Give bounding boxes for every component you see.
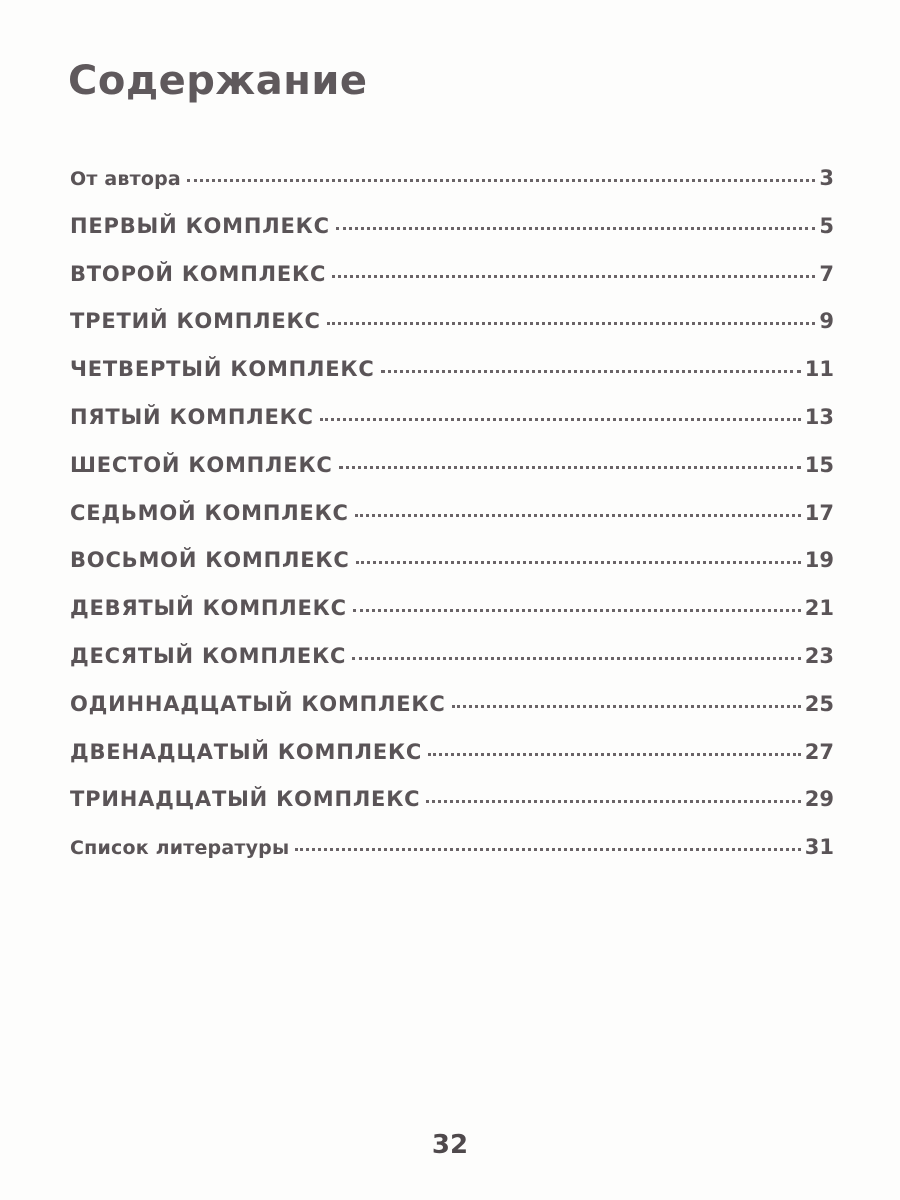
toc-leader-dots (320, 418, 801, 421)
toc-leader-dots (353, 609, 801, 612)
toc-entry-label: ВОСЬМОЙ КОМПЛЕКС (70, 548, 350, 573)
page-number: 32 (431, 1130, 469, 1160)
toc-entry-page: 17 (804, 500, 834, 525)
toc-entry[interactable] (70, 309, 834, 357)
toc-entry[interactable] (70, 740, 834, 788)
toc-entry[interactable] (70, 596, 834, 644)
toc-entry-page: 15 (804, 452, 834, 477)
toc-leader-dots (356, 561, 801, 564)
toc-leader-dots (352, 657, 801, 660)
toc-entry-label: ПЕРВЫЙ КОМПЛЕКС (70, 213, 330, 238)
toc-entry[interactable] (70, 692, 834, 740)
toc-leader-dots (452, 705, 801, 708)
toc-leader-dots (187, 179, 815, 182)
toc-leader-dots (426, 800, 800, 803)
toc-entry[interactable] (70, 644, 834, 692)
toc-entry-label: ПЯТЫЙ КОМПЛЕКС (70, 404, 314, 429)
toc-entry-label: ЧЕТВЕРТЫЙ КОМПЛЕКС (70, 357, 375, 382)
toc-leader-dots (295, 848, 800, 851)
toc-entry-page: 31 (804, 835, 834, 860)
toc-entry[interactable] (70, 166, 834, 214)
toc-leader-dots (336, 227, 816, 230)
toc-entry-page: 29 (804, 787, 834, 812)
toc-entry-page: 27 (804, 739, 834, 764)
toc-entry-label: ВТОРОЙ КОМПЛЕКС (70, 261, 327, 286)
toc-leader-dots (327, 322, 816, 325)
toc-entry-page: 13 (804, 404, 834, 429)
toc-leader-dots (332, 275, 815, 278)
toc-leader-dots (428, 753, 801, 756)
toc-entry[interactable] (70, 548, 834, 596)
toc-entry-page: 7 (819, 261, 834, 286)
toc-entry-label: ДЕВЯТЫЙ КОМПЛЕКС (70, 596, 347, 621)
toc-leader-dots (381, 370, 801, 373)
toc-entry[interactable] (70, 262, 834, 310)
toc-leader-dots (339, 466, 801, 469)
toc-entry-label: ШЕСТОЙ КОМПЛЕКС (70, 452, 333, 477)
toc-entry[interactable] (70, 835, 834, 883)
toc-entry[interactable] (70, 357, 834, 405)
toc-entry-page: 11 (804, 357, 834, 382)
table-of-contents (70, 166, 834, 883)
toc-entry-label: ДЕСЯТЫЙ КОМПЛЕКС (70, 643, 347, 668)
toc-entry-page: 23 (804, 643, 834, 668)
toc-entry-label: Список литературы (70, 837, 290, 860)
toc-entry-label: ТРИНАДЦАТЫЙ КОМПЛЕКС (70, 787, 421, 812)
toc-entry[interactable] (70, 787, 834, 835)
toc-entry[interactable] (70, 405, 834, 453)
toc-entry-page: 5 (819, 213, 834, 238)
toc-entry-label: ОДИННАДЦАТЫЙ КОМПЛЕКС (70, 691, 446, 716)
toc-entry-label: ТРЕТИЙ КОМПЛЕКС (70, 309, 321, 334)
toc-entry-page: 19 (804, 548, 834, 573)
toc-entry-page: 9 (819, 309, 834, 334)
toc-entry[interactable] (70, 214, 834, 262)
toc-entry[interactable] (70, 453, 834, 501)
page-title: Содержание (68, 58, 368, 104)
toc-entry-page: 21 (804, 596, 834, 621)
toc-entry-label: СЕДЬМОЙ КОМПЛЕКС (70, 500, 349, 525)
toc-entry-page: 3 (819, 166, 834, 190)
toc-leader-dots (355, 514, 801, 517)
toc-entry-label: От автора (70, 168, 181, 190)
toc-entry-page: 25 (804, 691, 834, 716)
toc-entry-label: ДВЕНАДЦАТЫЙ КОМПЛЕКС (70, 739, 423, 764)
toc-entry[interactable] (70, 501, 834, 549)
